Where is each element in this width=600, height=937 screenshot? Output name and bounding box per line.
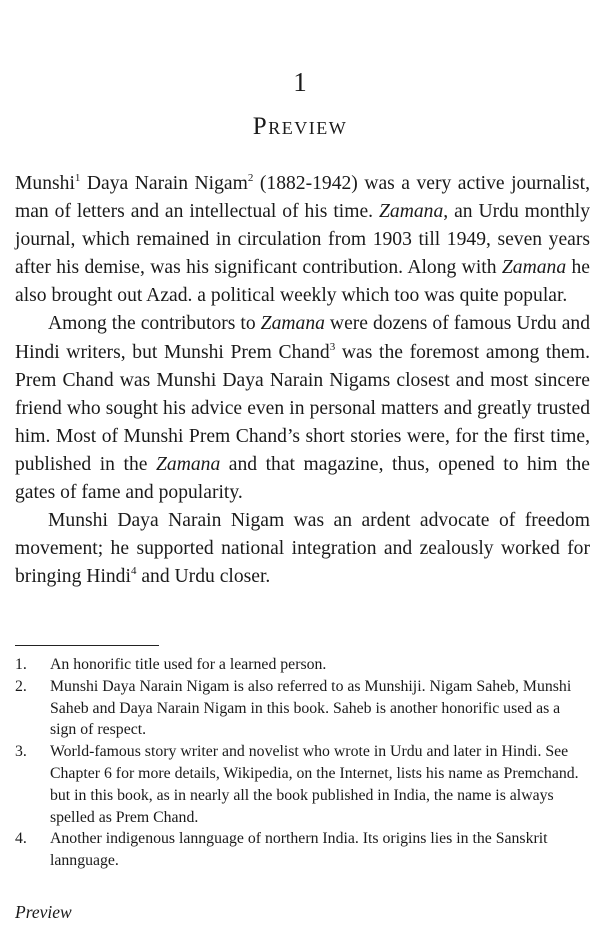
- footnote-item: [15, 741, 590, 828]
- italic-title: Zamana: [156, 453, 221, 475]
- footnote-text: World-famous story writer and novelist who wrote in Urdu and later in Hindi. See Chapter 6 for more details, Wikipedia, on the Internet, lists his name as Premchand. but in this book, as in nearly all the book published in India, the name is always spelled as Prem Chand.: [50, 743, 579, 826]
- footnote-number: 2.: [15, 677, 27, 695]
- text-run: , an Urdu monthly journal, which remained in circulation from 1903 till 1949, seven years after his demise, was his significant contribution. Along with: [15, 201, 590, 279]
- footnote-reference: 3: [329, 340, 336, 353]
- chapter-number: 1: [293, 67, 307, 97]
- footnote-item: [15, 654, 590, 676]
- footnote-reference: 4: [130, 565, 137, 578]
- footnote-number: 3.: [15, 743, 27, 761]
- chapter-title: Preview: [252, 113, 348, 140]
- footnote-divider: [15, 645, 159, 646]
- text-run: and that magazine, thus, opened to him the gates of fame and popularity.: [15, 453, 590, 504]
- text-run: Munshi: [15, 173, 75, 194]
- paragraph-1: [15, 170, 590, 310]
- text-run: Daya Narain Nigam: [80, 173, 248, 194]
- italic-title: Zamana: [260, 313, 325, 335]
- footnote-text: An honorific title used for a learned person.: [50, 656, 327, 673]
- text-run: was the foremost among them. Prem Chand was Munshi Daya Narain Nigams closest and most sincere friend who sought his advice even in personal matters and greatly trusted him. Most of Munshi Prem Chand’s short stories were, for the first time, published in the: [15, 341, 590, 475]
- paragraph-2: [15, 310, 590, 507]
- text-run: he also brought out Azad. a political weekly which too was quite popular.: [15, 257, 590, 307]
- footnote-number: 1.: [15, 656, 27, 673]
- footnotes-list: [15, 654, 590, 872]
- footnote-item: [15, 828, 590, 872]
- text-run: Among the contributors to: [48, 313, 261, 335]
- paragraph-3: [15, 507, 590, 591]
- footnote-reference: 2: [247, 172, 254, 184]
- footnote-text: Another indigenous lannguage of northern India. Its origins lies in the Sanskrit lannguage.: [50, 830, 548, 870]
- text-run: and Urdu closer.: [136, 566, 271, 588]
- footnote-number: 4.: [15, 830, 27, 848]
- italic-title: Zamana: [379, 201, 444, 223]
- text-run: (1882-1942) was a very active journalist, man of letters and an intellectual of his time.: [15, 173, 590, 223]
- running-footer: Preview: [15, 902, 72, 922]
- text-run: Munshi Daya Narain Nigam was an ardent advocate of freedom movement; he supported national integration and zealously worked for bringing Hindi: [15, 510, 590, 588]
- italic-title: Zamana: [501, 257, 567, 279]
- footnote-text: Munshi Daya Narain Nigam is also referred to as Munshiji. Nigam Saheb, Munshi Saheb and Daya Narain Nigam in this book. Saheb is another honorific used as a sign of respect.: [50, 677, 572, 739]
- footnote-item: [15, 676, 590, 741]
- text-run: were dozens of famous Urdu and Hindi writers, but Munshi Prem Chand: [15, 313, 590, 363]
- body-text: [15, 170, 590, 591]
- footnote-reference: 1: [74, 172, 81, 184]
